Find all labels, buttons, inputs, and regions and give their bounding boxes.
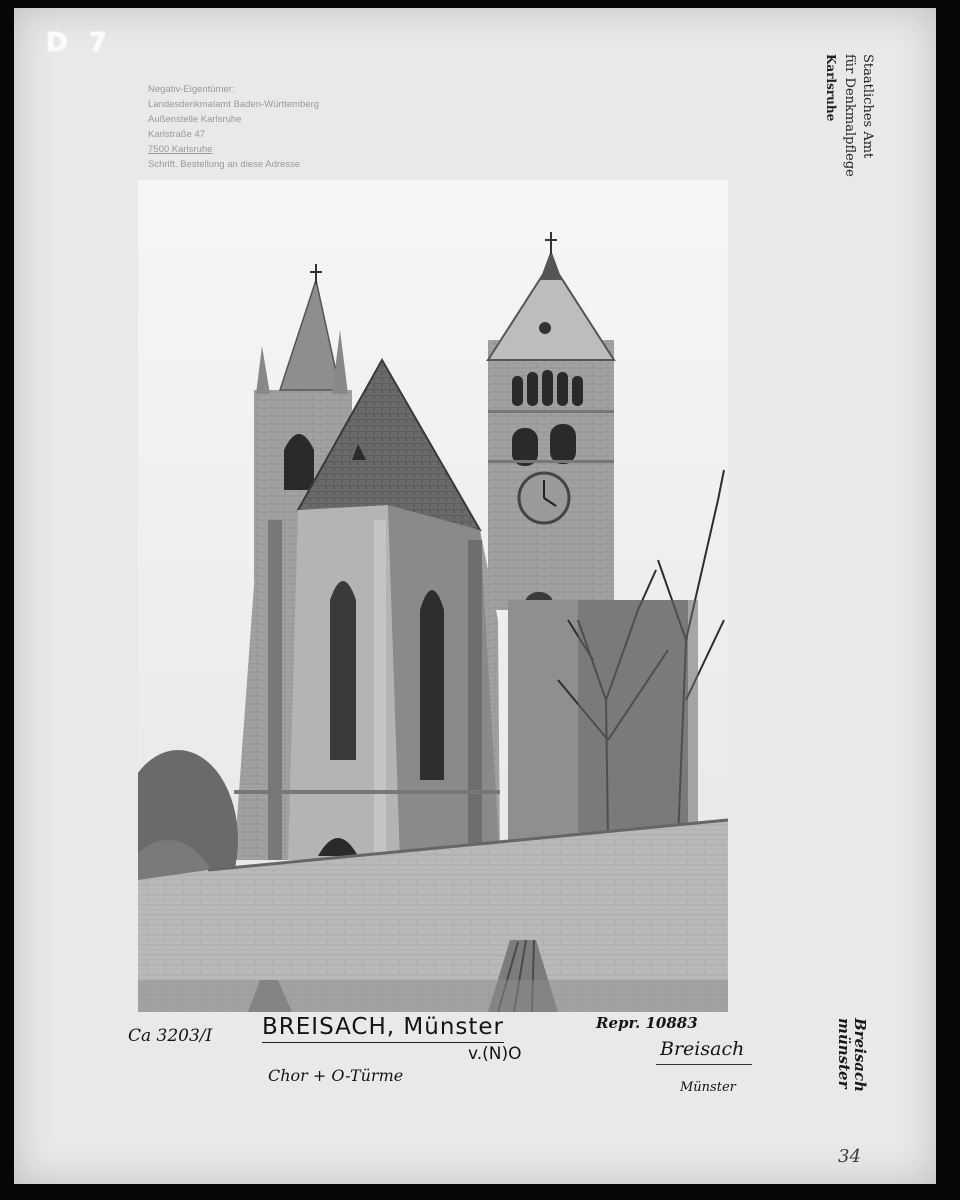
subject-label: Münster bbox=[680, 1080, 736, 1095]
office-line-3: Karlsruhe bbox=[824, 54, 838, 122]
stamp-line: 7500 Karlsruhe bbox=[148, 144, 213, 155]
view-direction: v.(N)O bbox=[468, 1044, 522, 1064]
repro-number: Repr. 10883 bbox=[596, 1014, 698, 1032]
inventory-number: Ca 3203/I bbox=[128, 1026, 213, 1046]
caption-title: BREISACH, Münster bbox=[262, 1014, 504, 1043]
plate-id: D 7 bbox=[46, 28, 113, 58]
church-illustration bbox=[138, 180, 728, 1012]
stamp-line: Karlstraße 47 bbox=[148, 129, 206, 140]
stamp-line: Außenstelle Karlsruhe bbox=[148, 114, 242, 125]
side-city: Breisach bbox=[851, 1018, 869, 1093]
church-photograph bbox=[138, 180, 728, 1012]
stamp-line: Landesdenkmalamt Baden-Württemberg bbox=[148, 99, 320, 110]
owner-stamp bbox=[148, 82, 319, 172]
corner-mark: 34 bbox=[838, 1146, 861, 1167]
side-subject: münster bbox=[835, 1018, 853, 1089]
stamp-line: Negativ-Eigentümer: bbox=[148, 84, 235, 95]
caption-description: Chor + O-Türme bbox=[268, 1066, 404, 1085]
office-line-2: für Denkmalpflege bbox=[842, 54, 857, 177]
office-line-1: Staatliches Amt bbox=[860, 54, 875, 159]
side-label bbox=[836, 1018, 868, 1092]
office-stamp bbox=[822, 54, 876, 177]
stamp-line: Schrift. Bestellung an diese Adresse bbox=[148, 159, 301, 170]
city-label: Breisach bbox=[656, 1038, 752, 1065]
